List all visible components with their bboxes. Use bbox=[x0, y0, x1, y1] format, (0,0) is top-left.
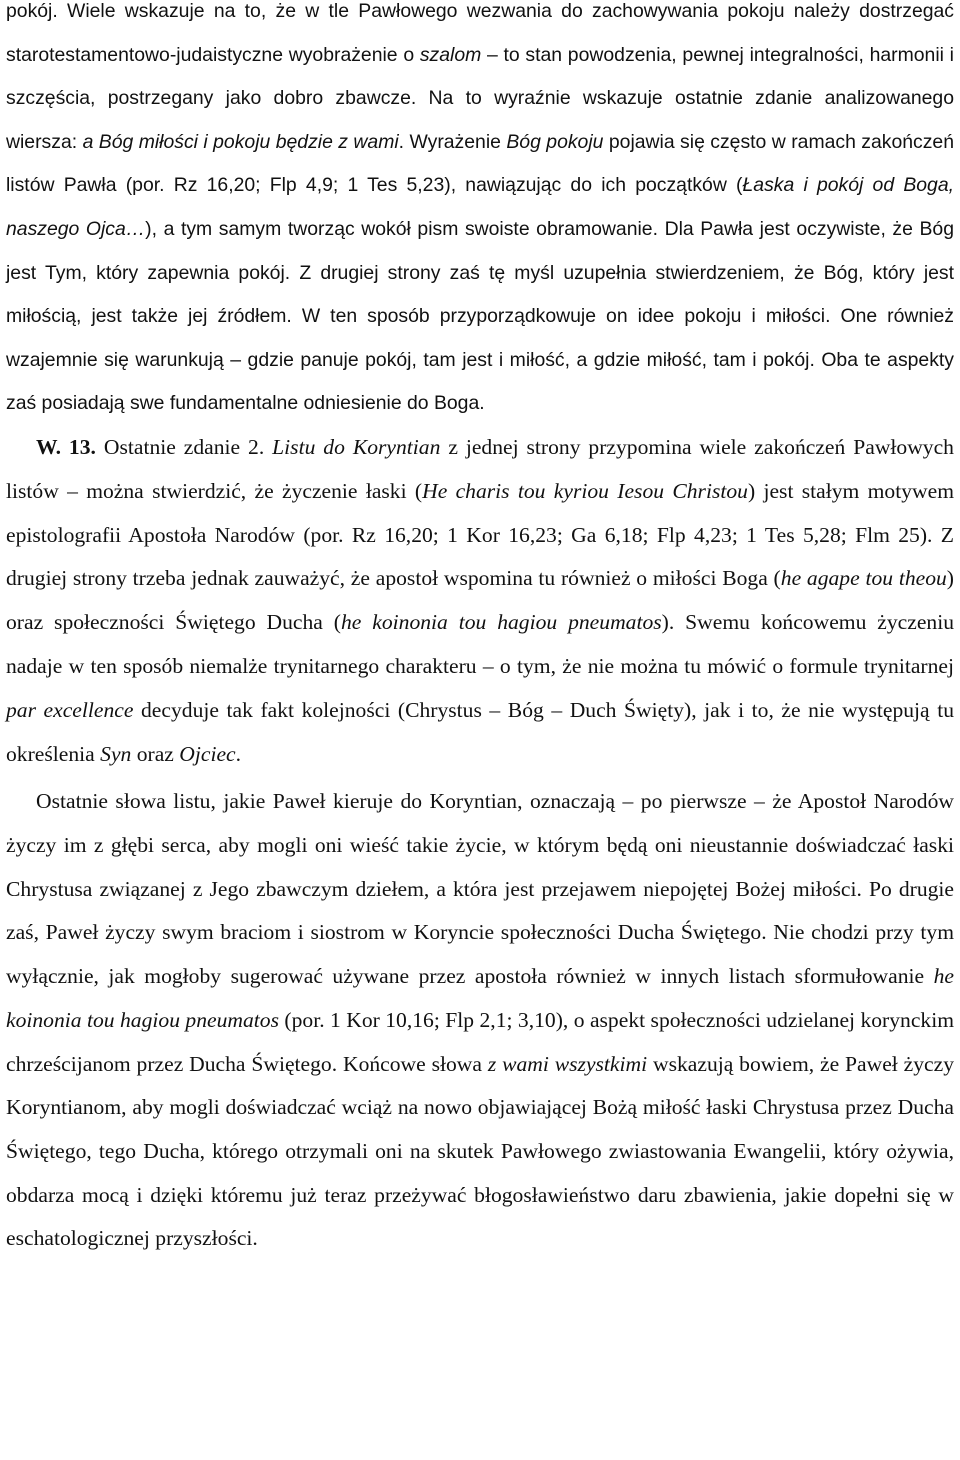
text-run: Ostatnie zdanie 2. bbox=[95, 434, 273, 459]
italic-phrase: Listu do Koryntian bbox=[272, 434, 441, 459]
italic-phrase: Syn bbox=[100, 741, 132, 766]
text-run: ) jest stałym motywem epistolografii Apostoła Narodów (por. Rz 16,20; 1 Kor 16,23; Ga 6,18; Flp 4,23; 1 Tes 5,28; Flm 25). Z drugiej strony trzeba jednak zauważyć, że apostoł wspomina tu również o miłości Boga ( bbox=[6, 478, 954, 591]
paragraph-verse-13 bbox=[6, 426, 954, 776]
text-run: ), a tym samym tworząc wokół pism swoiste obramowanie. Dla Pawła jest oczywiste, że Bóg jest Tym, który zapewnia pokój. Z drugiej strony zaś tę myśl uzupełnia stwierdzeniem, że Bóg, który jest miłością, jest także jej źródłem. W ten sposób przyporządkowuje on idee pokoju i miłości. One również wzajemnie się warunkują – gdzie panuje pokój, tam jest i miłość, a gdzie miłość, tam i pokój. Oba te aspekty zaś posiadają swe fundamentalne odniesienie do Boga. bbox=[6, 217, 955, 415]
italic-phrase: par excellence bbox=[6, 697, 134, 722]
paragraph-continuation bbox=[6, 0, 954, 426]
italic-phrase: Łaska i pokój od Boga, naszego Ojca… bbox=[6, 174, 954, 240]
text-run: wskazują bowiem, że Paweł życzy Koryntianom, aby mogli doświadczać wciąż na nowo objawiającej Bożą miłość łaski Chrystusa przez Ducha Świętego, tego Ducha, którego otrzymali oni na skutek Pawłowego zwiastowania Ewangelii, który ożywia, obdarza mocą i dzięki któremu już teraz przeżywać błogosławieństwo daru zbawienia, jakie dopełni się w eschatologicznej przyszłości. bbox=[6, 1051, 954, 1251]
italic-phrase: Ojciec bbox=[179, 741, 236, 766]
text-run: ). Swemu końcowemu życzeniu nadaje w ten sposób niemalże trynitarnego charakteru – o tym, że nie można tu mówić o formule trynitarnej bbox=[6, 610, 955, 678]
italic-phrase: he koinonia tou hagiou pneumatos bbox=[6, 964, 954, 1032]
paragraph-closing-words bbox=[6, 780, 954, 1261]
italic-phrase: He charis tou kyriou Iesou Christou bbox=[422, 478, 748, 503]
text-run: decyduje tak fakt kolejności (Chrystus – Bóg – Duch Święty), jak i to, że nie występują tu określenia bbox=[6, 697, 954, 766]
text-run: . bbox=[235, 741, 242, 766]
text-run: z jednej strony przypomina wiele zakończeń Pawłowych listów – można stwierdzić, że życzenie łaski ( bbox=[6, 434, 954, 503]
text-run: ) oraz społeczności Świętego Ducha ( bbox=[6, 566, 954, 635]
text-run: pokój. Wiele wskazuje na to, że w tle Pawłowego wezwania do zachowywania pokoju należy dostrzegać starotestamentowo-judaistyczne wyobrażenie o bbox=[6, 0, 954, 66]
italic-phrase: he koinonia tou hagiou pneumatos bbox=[340, 610, 662, 635]
text-run: (por. 1 Kor 10,16; Flp 2,1; 3,10), o aspekt społeczności udzielanej korynckim chrześcijanom przez Ducha Świętego. Końcowe słowa bbox=[6, 1007, 955, 1076]
text-run: pojawia się często w ramach zakończeń listów Pawła (por. Rz 16,20; Flp 4,9; 1 Tes 5,23), nawiązując do ich początków ( bbox=[6, 130, 954, 197]
italic-phrase: Bóg pokoju bbox=[506, 130, 604, 153]
italic-phrase: a Bóg miłości i pokoju będzie z wami bbox=[82, 130, 399, 153]
verse-marker: W. 13. bbox=[36, 434, 96, 459]
italic-phrase: he agape tou theou bbox=[780, 566, 947, 591]
text-run: . Wyrażenie bbox=[398, 130, 507, 153]
italic-phrase: szalom bbox=[419, 43, 482, 66]
text-run: oraz bbox=[131, 741, 180, 766]
italic-phrase: z wami wszystkimi bbox=[487, 1051, 648, 1076]
text-run: Ostatnie słowa listu, jakie Paweł kieruje do Koryntian, oznaczają – po pierwsze – że Apostoł Narodów życzy im z głębi serca, aby mogli oni wieść takie życie, w którym będą oni nieustannie doświadczać łaski Chrystusa związanej z Jego zbawczym dziełem, a która jest przejawem niepojętej Bożej miłości. Po drugie zaś, Paweł życzy swym braciom i siostrom w Koryncie społeczności Ducha Świętego. Nie chodzi przy tym wyłącznie, jak mogłoby sugerować używane przez apostoła również w innych listach sformułowanie bbox=[6, 789, 954, 989]
text-run: – to stan powodzenia, pewnej integralności, harmonii i szczęścia, postrzegany jako dobro zbawcze. Na to wyraźnie wskazuje ostatnie zdanie analizowanego wiersza: bbox=[6, 43, 954, 153]
